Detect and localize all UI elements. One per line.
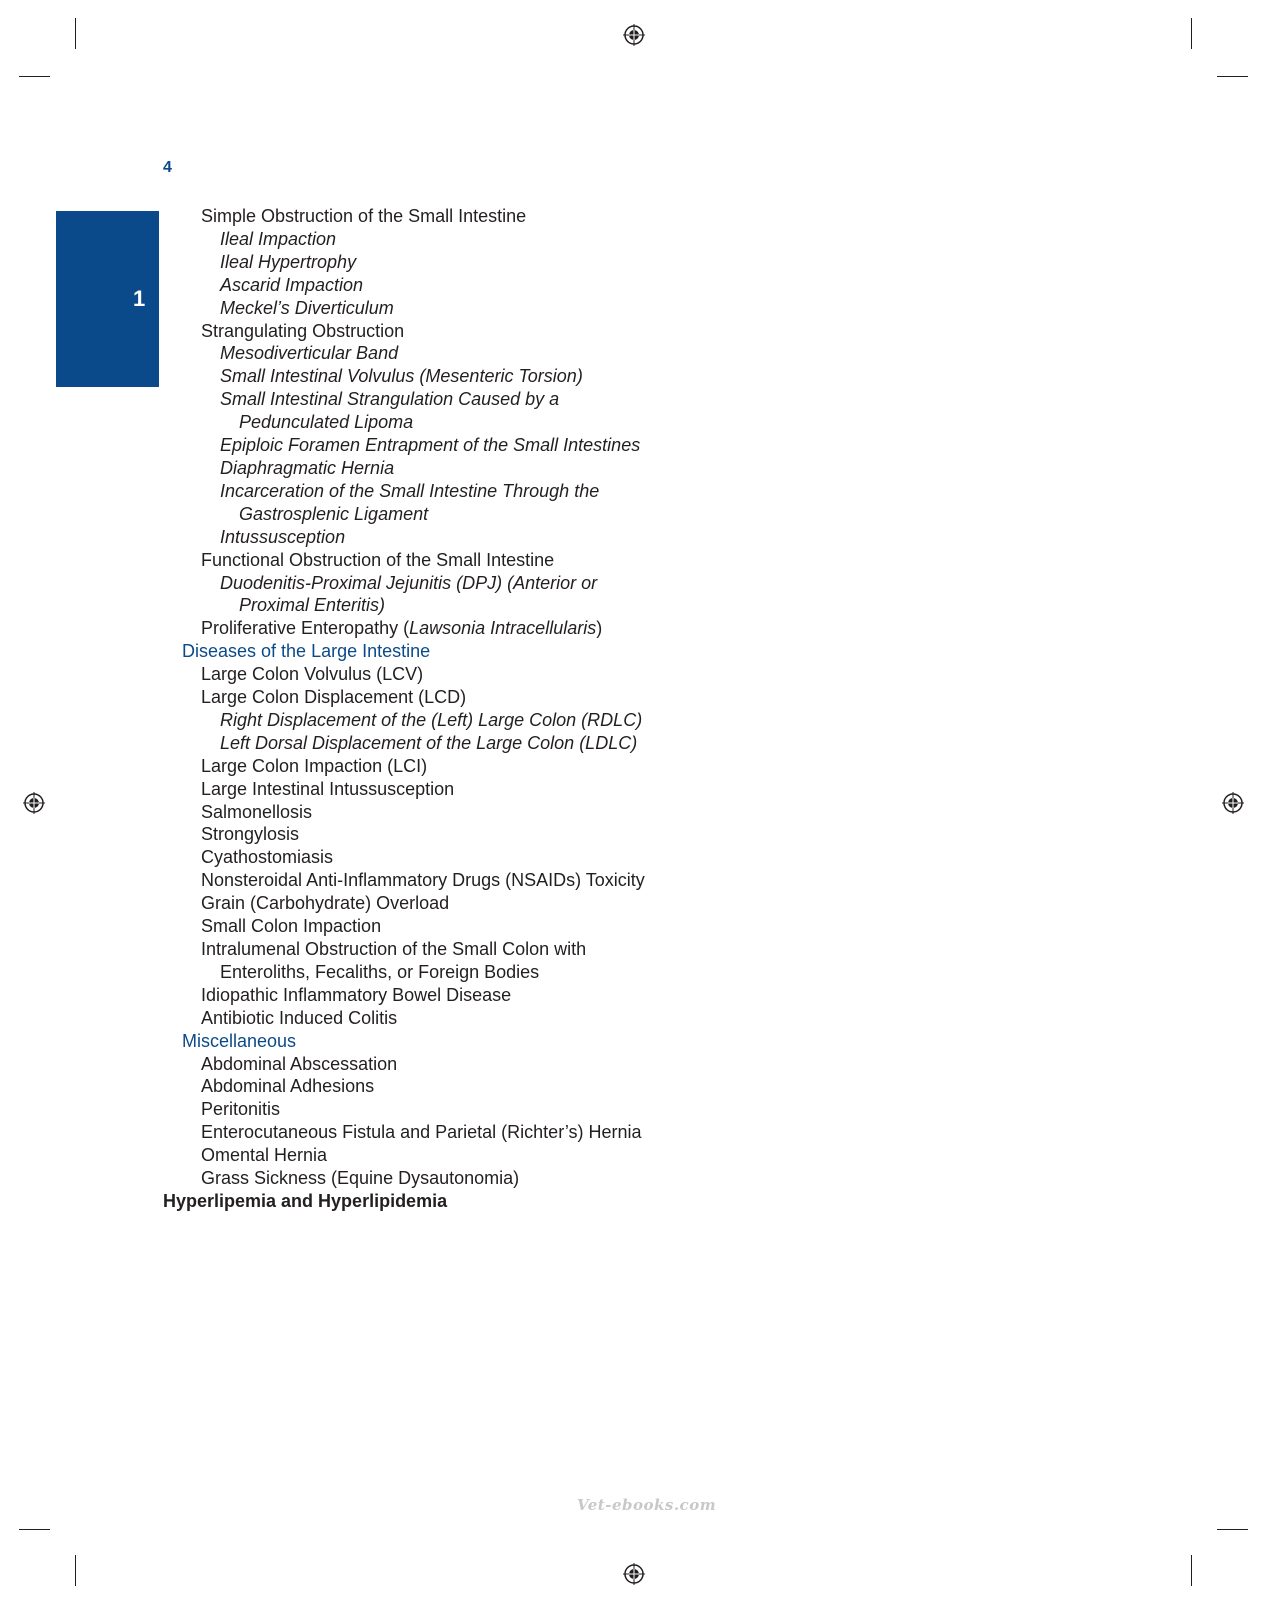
chapter-tab-number: 1 <box>133 286 146 311</box>
toc-entry: Left Dorsal Displacement of the Large Colon (LDLC) <box>220 732 638 753</box>
toc-entry: Incarceration of the Small Intestine Through the <box>220 480 600 501</box>
toc-entry: Large Colon Impaction (LCI) <box>201 755 428 776</box>
toc-entry: Epiploic Foramen Entrapment of the Small Intestines <box>220 435 641 456</box>
toc-entry: Cyathostomiasis <box>201 847 334 868</box>
toc-entry: Enterocutaneous Fistula and Parietal (Richter’s) Hernia <box>201 1122 642 1143</box>
toc-entry <box>0 617 760 640</box>
crop-mark <box>1191 18 1192 49</box>
crop-mark <box>1191 1555 1192 1586</box>
registration-mark-icon <box>623 24 645 46</box>
toc-entry: Abdominal Abscessation <box>201 1053 398 1074</box>
registration-mark-icon <box>1222 792 1244 814</box>
toc-entry: Intralumenal Obstruction of the Small Colon with <box>201 939 587 959</box>
registration-mark-icon <box>623 1563 645 1585</box>
toc-entry-continuation: Proximal Enteritis) <box>239 595 386 616</box>
table-of-contents <box>0 205 760 1213</box>
page-number: 4 <box>163 159 172 176</box>
crop-mark <box>1217 76 1248 77</box>
toc-entry: Small Intestinal Strangulation Caused by a <box>220 389 560 410</box>
crop-mark <box>75 1555 76 1586</box>
toc-entry: Abdominal Adhesions <box>201 1076 375 1097</box>
toc-entry: Strongylosis <box>201 824 300 845</box>
toc-entry: Small Colon Impaction <box>201 916 382 937</box>
toc-section-heading: Miscellaneous <box>182 1030 297 1051</box>
toc-entry-continuation: Gastrosplenic Ligament <box>239 503 429 524</box>
watermark-logo: Vet-ebooks.com <box>577 1496 717 1514</box>
toc-chapter-heading: Hyperlipemia and Hyperlipidemia <box>163 1190 448 1211</box>
toc-entry-text: ) <box>596 618 603 639</box>
toc-entry: Grain (Carbohydrate) Overload <box>201 893 450 914</box>
toc-entry: Ileal Hypertrophy <box>220 251 357 272</box>
toc-entry: Ascarid Impaction <box>220 274 364 295</box>
toc-entry: Duodenitis-Proximal Jejunitis (DPJ) (Anterior or <box>220 572 598 593</box>
toc-entry: Small Intestinal Volvulus (Mesenteric Torsion) <box>220 366 583 387</box>
toc-entry: Functional Obstruction of the Small Intestine <box>201 549 555 570</box>
toc-entry-continuation: Enteroliths, Fecaliths, or Foreign Bodies <box>220 961 540 982</box>
toc-entry: Omental Hernia <box>201 1145 328 1166</box>
toc-entry: Meckel’s Diverticulum <box>220 297 394 318</box>
toc-entry: Simple Obstruction of the Small Intestine <box>201 206 527 226</box>
toc-entry: Grass Sickness (Equine Dysautonomia) <box>201 1168 520 1189</box>
toc-entry: Antibiotic Induced Colitis <box>201 1007 398 1028</box>
toc-entry: Intussusception <box>220 526 346 547</box>
toc-entry: Peritonitis <box>201 1099 281 1120</box>
crop-mark <box>19 76 50 77</box>
crop-mark <box>19 1529 50 1530</box>
toc-entry: Large Intestinal Intussusception <box>201 778 455 799</box>
toc-entry: Right Displacement of the (Left) Large Colon (RDLC) <box>220 709 643 730</box>
toc-entry: Idiopathic Inflammatory Bowel Disease <box>201 984 512 1005</box>
toc-entry: Ileal Impaction <box>220 228 337 249</box>
toc-entry: Mesodiverticular Band <box>220 343 399 364</box>
toc-entry: Large Colon Displacement (LCD) <box>201 687 467 708</box>
toc-entry-text: Proliferative Enteropathy ( <box>201 618 410 639</box>
toc-section-heading: Diseases of the Large Intestine <box>182 641 431 662</box>
toc-entry-italic: Lawsonia Intracellularis <box>409 618 597 639</box>
toc-entry: Diaphragmatic Hernia <box>220 457 395 478</box>
toc-entry-continuation: Pedunculated Lipoma <box>239 412 414 433</box>
toc-entry: Salmonellosis <box>201 801 313 822</box>
toc-entry: Large Colon Volvulus (LCV) <box>201 664 424 685</box>
crop-mark <box>75 18 76 49</box>
toc-entry: Strangulating Obstruction <box>201 320 405 341</box>
toc-entry: Nonsteroidal Anti-Inflammatory Drugs (NSAIDs) Toxicity <box>201 870 645 891</box>
crop-mark <box>1217 1529 1248 1530</box>
